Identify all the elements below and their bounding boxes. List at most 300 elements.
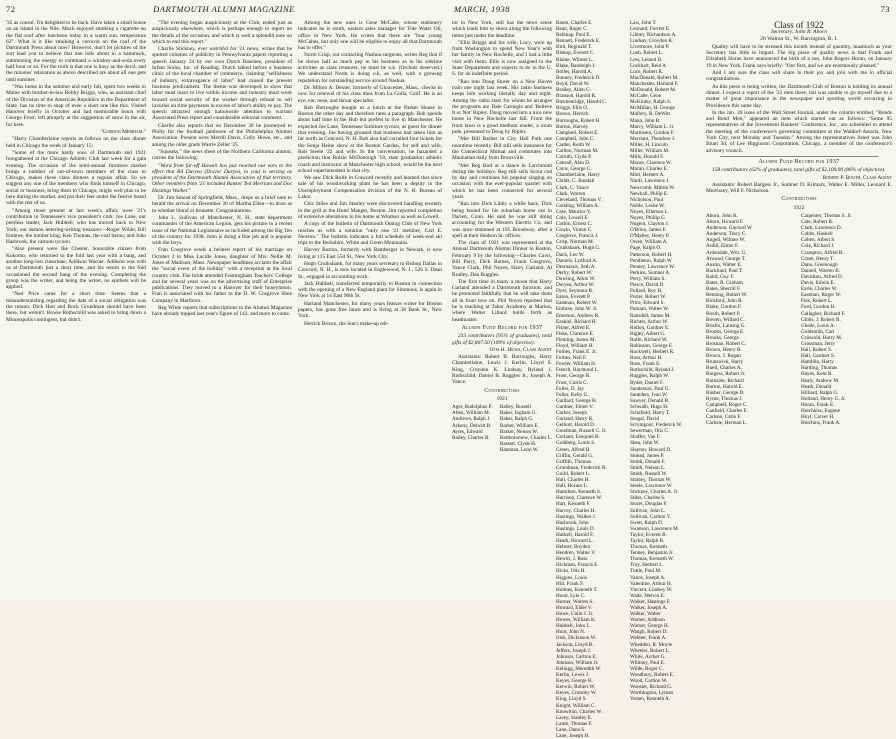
contributor-name: Andrews, Ralph J. <box>452 416 491 423</box>
contributor-name: Webber, Frank A. <box>630 635 667 642</box>
contributor-name: Hamblin, Harry <box>801 359 834 366</box>
contributor-name: Buell, Charles A. <box>706 365 742 372</box>
contributor-name: Ezekiel, Richard H. <box>556 318 597 325</box>
contributor-name: Storer, Douglas F. <box>630 501 668 508</box>
paragraph: Dr. Milton A. Dexter, formerly of Gloucester, Mass., checks in now for renewal of his class dues from La Golla, Calif. He is an eye, ear, nose, and throat specialist. <box>298 84 442 104</box>
contributor-name: Cate, Robert R. <box>801 219 834 226</box>
contributor-name: Clark, Warren <box>556 190 586 197</box>
contributor-name: Horner, Warren S. <box>556 598 594 605</box>
contributor-name: Lane, Dana S. <box>556 726 586 733</box>
contributor-name: Harrison, Clarence W. <box>556 495 603 502</box>
contributor-name: Ross, Frank E. <box>630 361 661 368</box>
contributor-name: Childs, C. Randall <box>556 178 595 185</box>
contributor-name: McDonald, Robert M. <box>630 87 677 94</box>
contributor-name: Hamilton, Kenneth S. <box>556 489 602 496</box>
contributor-name: Healy, Andrew M. <box>801 377 840 384</box>
contributor-name: Kellogg, Meredith W. <box>556 665 602 672</box>
contributor-name: Lacey, Stanley E. <box>556 714 593 721</box>
contributor-name: Kerlin, Lewis J. <box>556 672 590 679</box>
contributor-name: Crane, Henry T. <box>801 255 835 262</box>
contributor-name: Carruth, Clyde P. <box>556 154 592 161</box>
contributor-name: Carder, Keith W. <box>556 141 591 148</box>
contributor-name: Grossman, Jerry <box>801 340 835 347</box>
contributor-name: Perry, William S. <box>630 275 666 282</box>
paragraph: And I am sure the class will share in their joy and join with me in official congratulations. <box>706 70 892 83</box>
contributor-name: Atwood, George T. <box>706 255 746 262</box>
paragraph: Among the new ones is Gene McCabe, whose stationery indicates he is south, eastern sales manager for Tide Water Oil, office in New York. He writes that there are "four young McCabes, but only one will be eligible to enjoy all that Dartmouth has to offer." <box>298 20 442 52</box>
contributor-name: Branson, Harold R. <box>556 93 597 100</box>
contributor-name: Richter, Arthur W. <box>630 318 669 325</box>
contributor-name: Baker, Ingham G. <box>499 410 537 417</box>
contributor-name: Hotchkiss, Eugene <box>801 408 840 415</box>
contributor-name: Stickney, Charles A. Jr. <box>630 489 679 496</box>
contributor-name: Tuttle, Paul M. <box>630 568 662 575</box>
contributor-name: Chamberlaine, Harry <box>556 172 600 179</box>
contributor-name: Allen, William M. <box>452 410 491 417</box>
contributor-name: Embree, John W. Jr. <box>556 306 598 313</box>
contributor-name: Ayres, Edward <box>452 428 483 435</box>
contributor-name: Baum, Charles E. <box>556 20 593 26</box>
contributor-name: Vincent, Lindsey W. <box>630 586 673 593</box>
contributor-name: Desmarais, Seth A. <box>556 263 596 270</box>
paragraph: Bob Burroughs bought us a lunch at the Parker House in Boston the other day and therefore rates a paragraph. Bob spends about half time in the Hub but prefers to live in Manchester. He expected Joe Lane, Tennessee furniture tycoon, as guest for dinner that evening. Joe having groused that business had taken him as far north as Concord, N. H. Bob also had corralled four tickets for the Sonja Heine show at the Boston Garden, for self and wife, Bob Steele '22 and wife. In the conversation, he hazarded a prediction that Rulzie McDonough '18, state graduation athletic coach and instructor at Manchester high school, would be the next school superintendent in that city. <box>298 104 442 174</box>
contributor-name: Cohen, Albert S. <box>801 237 836 244</box>
contributor-name: Bates, Sherrill F. <box>706 286 741 293</box>
contributor-name: Horan, Frank E. <box>801 401 835 408</box>
contributor-name: Brown, J. Rogan <box>706 353 741 360</box>
contributor-name: Gallagher, Richard F. <box>801 310 846 317</box>
paragraph: "Harry Chamberlaine reports as follows on the class dinner held in Chicago the week of January 15: <box>6 136 146 149</box>
contributor-name: Cowin, Vinton C. <box>556 227 593 234</box>
contributor-name: Fowler, William H. <box>556 361 597 368</box>
contributor-name: Bowen, Willard C. <box>706 316 745 323</box>
contributor-name: Hall, Gardner S. <box>801 353 835 360</box>
paragraph: '35 as consul, I'm delighted to be back. Have taken a small house on an island in the Nile. Much enjoyed smoking a cigarette on the flat roof after luncheon today in a warm sun, temperature 63°. What is it like smoking a corncob on the roof of the Dartmouth Press about now? However, don't let pictures of the sort lead you to believe that one lolls about in a hammock, summoning the energy to command a whiskey-and-soda every half hour or so. For the truth is that one is busy as the devil; and the minutes' relaxation as above described are about all one gets until summer. <box>6 20 146 83</box>
contributor-name: Vance, Joseph A. <box>630 574 666 581</box>
contributor-name: McMillan, H. George <box>630 105 675 112</box>
contributor-name: Brislin, Lansing G. <box>706 322 746 329</box>
contributor-name: Merriam, Theodore J. <box>630 135 676 142</box>
contributor-name: Warner, Addison <box>630 617 665 624</box>
paragraph: Reg Wilde reports that subscriptions to the Alumni Magazine have already topped last year's figure of 142, and more to come. <box>152 305 292 318</box>
contributor-name: Hood, Lyle C. <box>556 592 586 599</box>
contributor-name: Valentine, Arthur H. <box>630 580 673 587</box>
fund-summary: 233 contributors (95% of graduates), total gifts of $2,807.50 (109% of objective). <box>452 333 552 346</box>
contributor-name: Saunders, Ivan W. <box>630 391 668 398</box>
contributor-name: Higgins, Louis <box>556 574 587 581</box>
contributor-name: Brooks, George E. <box>706 328 745 335</box>
contributor-name: Irish, Dickinson W. <box>556 635 597 642</box>
contributor-name: Smith, Russell W. <box>630 470 668 477</box>
contributor-name: Ager, Rudolphus P. <box>452 404 493 411</box>
running-title: DARTMOUTH ALUMNI MAGAZINE <box>153 4 295 14</box>
contributor-name: Brooks, George <box>706 334 739 341</box>
contributor-name: Bolles, Harold A. <box>556 68 593 75</box>
contributors-heading: Contributors <box>484 387 520 394</box>
left-page-header <box>6 4 442 16</box>
contributor-name: Miller, William M. <box>630 147 670 154</box>
contributor-name: Gorham, Ezequiel B. <box>556 434 600 441</box>
contributor-name: Busher, George D. <box>706 389 745 396</box>
class-agent: Otis H. Hicks, Class Agent <box>489 346 552 353</box>
contributor-name: Clark, C. Vance <box>556 184 589 191</box>
contributor-name: Libbey, Richardson A. <box>630 32 677 39</box>
contributor-name: McKinley, Ralph S. <box>630 99 672 106</box>
contributor-name: Hastings, Louis D. <box>556 525 595 532</box>
contributor-name: Owen, William A. <box>630 239 668 246</box>
contributor-name: Schwalb, Hugo H. <box>630 403 669 410</box>
contributor-name: Bailey, Charles R. <box>452 434 490 441</box>
right-page-header <box>454 4 890 16</box>
contributor-name: Garber, Joseph <box>556 410 587 416</box>
contributor-name: Low, Leland D. <box>630 56 663 63</box>
paragraph: "Was home in the summer and early fall, spent two weeks in Maine with brother-in-law Bobby Briggs, who, as assistant chief of the Division of the American Republics in the Department of State, has no time to snap of even a short one like this. Visited Hanover briefly in October and had memorable hours with George Frost; left abruptly at the suggestion of snow in the air, for here. <box>6 83 146 128</box>
page-number: 73 <box>880 4 890 14</box>
right-column-2-names <box>556 20 626 739</box>
contributor-name: Rockwell, Herbert R. <box>630 349 675 356</box>
contributor-name: Nugent, Clayton J. <box>630 221 669 228</box>
contributor-name: Rolfe, Richard W. <box>630 336 668 343</box>
contributor-name: Schofield, Harry T. <box>630 410 670 416</box>
contributor-name: Bean, Roger C. <box>556 26 588 33</box>
contributor-name: Burgess, Robert Jr. <box>706 371 746 378</box>
contributor-name: Barber, William E. <box>499 422 539 429</box>
contributor-name: Troy, Herbert L. <box>630 562 664 569</box>
contributor-name: Burton, Harvey <box>556 123 589 130</box>
fund-assistants: Assistants: Robert Burgess Jr., Sumner D. Kilmarx, Walter E. Miller, Leonard E. Morrissey, Will F. Nicholson. <box>706 181 892 195</box>
contributor-name: Ross, Arthur H. <box>630 355 663 362</box>
contributor-name: Miller, H. Lincoln <box>630 141 668 148</box>
right-column-3-names <box>630 20 702 703</box>
contributor-name: Steele, Lawrence W. <box>630 483 673 490</box>
paragraph: The class of 1921 was represented at the Annual Dartmouth Alumni Dinner in Boston, February 9 by the following—Charles Cavis, Bill Perry, Dick Barnes, Frank Cosgrove, Vance Clark, Phil Noyes, Harry Garland, Al Brailey, Dan Ruggles. <box>452 240 552 278</box>
contributor-name: Hasbrook, John <box>556 519 589 526</box>
contributor-name: Bishop, Everett C. <box>556 50 595 57</box>
paragraph: Quality will have to be stressed this month instead of quantity, inasmuch as your Secretary has little to impart. The big piece of quality news is that Frank and Elizabeth Horan have announced the birth of a son, John Rogers Horan, on January 19 in New York. Frank says briefly: "Our first, and we are enormously pleased." <box>706 43 892 69</box>
contributor-name: Leonard, Forrest E. <box>630 26 671 33</box>
contributor-name: Nardi, Lawrence J. <box>630 178 670 185</box>
paragraph: "Word from far-off Hawaii has just reached our ears to the effect that Bil Duryea (Doctor Duryea, to you) is serving as president of the Dartmouth Alumni Association of that territory. Other members from '21 included Banker Ted Merriam and Doc Hastings Walker." <box>152 162 292 194</box>
contributor-name: Briggs, Ellis O. <box>556 105 589 112</box>
contributor-name: Emerson, Andrew R. <box>556 312 600 319</box>
class-title: Class of 1922 <box>774 20 824 30</box>
contributors-year: 1921 <box>496 395 508 402</box>
contributor-name: Fisk, Robert L. <box>801 298 833 305</box>
contributor-name: Newhall, Philip E. <box>630 190 669 197</box>
contributor-name: Ransdell, James M. <box>630 312 671 319</box>
class-agent: Robert P. Booth, Class Agent <box>822 174 892 181</box>
paragraph: Charlie also reports that on December 30 he journeyed to Philly for the football jamboree of the Philadelphia Alumni Association. Present were Merrill Davis, Colly Howe, etc., and among the older grads Warrie Zeller '25. <box>152 122 292 148</box>
contributor-name: Rothschild, Ryland J. <box>630 367 675 374</box>
contributor-name: Derby, Robert W. <box>556 269 593 276</box>
contributor-name: Porter, Robert W. <box>630 294 667 301</box>
paragraph: Harvey Burton, formerly with Bamberger in Newark, is now living at 115 East 55d St., New York City. <box>298 247 442 260</box>
paragraph: Fran Cosgrove sends a belated report of his marriage on October 2 to Miss Lucille Jones, daughter of Mrs. Nellie M. Jones of Madison, Mass. Newspaper headlines acclaim the affair the "social event of the holiday" with a reception at the local country club. The bride attended Framingham Teachers' College and for several years was on the advertising staff of Enterprise publications. They moved to a Hanover for their honeymoon. Fran is associated with his father in the D. W. Cosgrove Shoe Company in Marlboro. <box>152 247 292 304</box>
contributor-name: Taylor, Everett B. <box>630 531 667 538</box>
contributor-name: Hubbell, John L. <box>556 623 591 630</box>
contributor-name: Thomas, Kenneth <box>630 544 667 551</box>
contributor-name: Page, Ralph O. <box>630 245 662 252</box>
page-number: 72 <box>6 4 16 14</box>
contributor-name: Frost, Curtis C. <box>556 379 588 386</box>
contributor-name: Livermore, John P. <box>630 44 670 51</box>
contributor-name: Luce, Robert R. <box>630 68 664 75</box>
paragraph: "Ned Price came for a short time. Seems that a misunderstanding regarding the date of a social obligation was the reason. Dick Hart and Rock Grundman should have been there, but weren't. Rowie Rothschild was asked to bring down a Minneapolis contingent, but didn't. <box>6 291 146 323</box>
contributor-name: Eastman, Roger W. <box>801 292 842 299</box>
contributor-name: Corbin, Ernest C. <box>556 221 593 228</box>
paragraph: Chic Stiles and Jim Stanley were discovered handling recently in the grill at the Hotel Manger, Boston. Jim reported completion of extensive alterations in his home at Windsor as well as Lowell. <box>298 201 442 220</box>
contributors-col-a <box>452 404 496 453</box>
contributor-name: Stanley, Thomas W. <box>630 477 672 484</box>
contributor-name: Robinson, George F. <box>630 342 673 349</box>
contributor-name: Haskell, Harold F. <box>556 531 594 538</box>
contributor-name: Hewitt, J. Ross <box>556 556 588 563</box>
secretary-address: 26 Walnut St., W. Barrington, R. I. <box>760 35 838 42</box>
contributor-name: Mallory, R. DeWitt <box>630 111 671 118</box>
contributor-name: Scrymgour, Frederick W. <box>630 422 683 429</box>
contributor-name: Austin, Walter E. <box>706 261 742 268</box>
contributor-name: Dana, Greenough <box>801 261 838 268</box>
contributor-name: Blake, Randolph J. <box>556 62 596 69</box>
contributor-name: Baird, Guy F. <box>706 273 735 280</box>
contributor-name: Goldsmith, Carl <box>801 328 835 335</box>
contributor-name: Blaine, Wilmot L. <box>556 56 594 63</box>
contributor-name: Whedden, R. Moyle <box>630 641 673 648</box>
contributor-name: Anderson, Gaylord W. <box>706 225 753 232</box>
left-page <box>0 0 449 600</box>
contributor-name: Rigley, Albert G. <box>630 330 666 337</box>
contributor-name: Hutchins, Frank A. <box>801 420 841 427</box>
paragraph: Norm Crisp, out contacting Nashua surgeons, writes Reg that if he shows half as much pep in his business as in his sideline activities as class treasurer, he must be o.k. (Orchids deserved.) We understand Norm is doing o.k. as well, with a growing reputation for outstanding service around Nashua. <box>298 52 442 84</box>
contributor-name: Putnam, Walter W. <box>630 306 669 313</box>
contributor-name: Ryder, Daniel F. <box>630 379 664 386</box>
contributor-name: Davidson, Alfred D. <box>801 273 844 280</box>
contributor-name: Fiske, Clarence E. <box>556 330 595 337</box>
contributor-name: Newcomb, Milton W. <box>630 184 675 191</box>
contributor-name: Brunswick, Harry <box>706 359 744 366</box>
paragraph: Hugh Cruikshank, for many years secretary to Bishop Dallas in Concord, N. H., is now located in Englewood, N. J., 526 S. Dean St., engaged in accounting work. <box>298 260 442 280</box>
contributor-name: Knowlton, Charles W. <box>556 708 603 715</box>
contributors-col-a <box>706 213 797 426</box>
paragraph: "Squeaks," the news sheet of the Northern California alumni, carries the following: <box>152 148 292 162</box>
contributor-name: Hayes, Kent R. <box>801 371 833 378</box>
contributor-name: Cole, Lowell E. <box>556 215 589 221</box>
contributor-name: Dack, Leo W. <box>556 251 585 258</box>
contributors-list <box>452 404 552 453</box>
contributor-name: Green, Alfred B. <box>556 446 591 453</box>
contributor-name: Wood, Carlton W. <box>630 678 668 685</box>
contributor-name: Codding, William A. <box>556 202 600 209</box>
contributor-name: Griffin, Gerald G. <box>556 452 594 459</box>
contributor-name: Fuller, Kelly G. <box>556 391 589 398</box>
contributor-name: Breckenridge, Harold C. <box>556 99 607 106</box>
contributor-name: Price, Edward S. <box>630 300 665 307</box>
contributor-name: Ardendale, Wm. G. <box>706 249 747 256</box>
contributor-name: Cole, Richard J. <box>801 243 835 250</box>
contributor-name: Eastman, Robert W. <box>556 300 598 307</box>
contributor-name: Wilde, Roger C. <box>630 665 664 672</box>
contributor-name: Mann, John R. <box>630 117 661 124</box>
contributor-name: Daniels, Lydford A. <box>556 257 598 264</box>
paragraph: "Ran into Doug Storer on a New Haven train one night last week. His radio business keeps him working literally day and night. Among the radio stars for whom he arranges the programs are Dale Carnegie and 'Believe It or Not' Ripley. Doug moved into a nice new home in New Rochelle last fall. From the front lawn is a good medium reader, a room pole, presented to Doug by Ripley. <box>452 78 552 136</box>
contributor-name: Noyes, Ellerson L. <box>630 208 669 215</box>
contributor-name: Penney, Lawrence W. <box>630 263 675 270</box>
contributor-name: Burroughs, Robert B. <box>556 117 601 124</box>
contributor-name: Knight, William C. <box>556 702 596 709</box>
paragraph: A copy of the bulletin of Dartmouth Outing Club of New York reaches us with a notation "only one '21 member, Carl E. Newton." The bulletin indicates a full schedule of week-end ski trips to the Berkshire, White and Green Mountains. <box>298 221 442 247</box>
contributor-name: King, Lloyd S. <box>556 696 587 703</box>
contributors-col-b <box>500 404 552 453</box>
contributor-name: French, Raymond L. <box>556 367 599 374</box>
contributor-name: Hall, Horace L. <box>556 483 589 490</box>
contributor-name: Hendren, Walter V. <box>556 550 596 557</box>
contributor-name: Griffith, Thomas <box>556 458 591 465</box>
contributor-name: Burton, Harold E. <box>706 383 744 390</box>
paragraph: "Ran into Dick Libby a while back, Dick being bound for his suburban home out in Darien, Conn. He said he was still doing accounting for the Western Electric Co. and was once stationed at 195 Broadway, after a spell at their Hudson St. offices. <box>452 201 552 239</box>
contributor-name: White, Archer G. <box>630 653 666 660</box>
contributor-name: Jackson, Lloyd B. <box>556 641 594 648</box>
contributor-name: Carlton, Norman M. <box>556 147 599 154</box>
contributor-name: Grundman, Frederick R. <box>556 464 607 471</box>
contributor-name: Hall, Charles H. <box>556 477 590 484</box>
contributor-name: McCabe, Gene <box>630 93 662 100</box>
contributor-name: Moran, Charles E. <box>630 166 669 173</box>
contributor-name: Pollard, Roy H. <box>630 288 663 295</box>
contributor-name: Bickford, John R. <box>706 298 743 305</box>
contributor-name: Aborn, Howard F. <box>706 219 744 226</box>
left-column-2 <box>152 20 292 596</box>
contributor-name: Cattrall, Alan D. <box>556 160 591 167</box>
contributor-name: Perkins, Sumner A. <box>630 269 671 276</box>
paragraph: "Met Reg Bird at a dance in Larchmont during the holidays. Reg still sells Scout cod by day and continues his popular singing on occasion with the ever-popular quartet with which he has been connected for several years. <box>452 162 552 201</box>
fund-summary: 158 contributors (62% of graduates), total gifts of $2,109.00 (86% of objective). <box>712 167 886 174</box>
fund-heading: Alumni Fund Record for 1937 <box>461 324 543 331</box>
contributor-name: Byrne, Thomas J. <box>706 395 743 402</box>
contributor-name: Cole, Maurice Y. <box>556 208 592 215</box>
contributors-year: 1922 <box>793 204 805 211</box>
contributor-name: Lockhart, Reid A. <box>630 62 668 69</box>
contributor-name: Mott, Herbert A. <box>630 172 665 179</box>
contributor-name: Whitney, Paul E. <box>630 659 666 666</box>
contributor-name: Dowling, Alton W. <box>556 275 596 282</box>
contributor-name: Harding, Thomas <box>801 365 838 372</box>
contributor-name: Ghede, Louis A. <box>801 322 836 329</box>
contributor-name: Ridlon, Gardner E. <box>630 324 670 331</box>
contributor-name: Floyd, William H. <box>556 342 594 349</box>
contributor-name: Daniell, Warren B. <box>801 267 840 274</box>
contributor-name: Yesten, Kenneth A. <box>630 696 671 703</box>
paragraph: "Some of the more hardy sons of Dartmouth and 1921 foregathered at the Chicago Athletic Club last week for a gala evening. The occasion of the semi-annual furniture market brings a number of out-of-town members of the class to Chicago, makes these class dinners a regular affair. So we suggest any one of the members who finds himself in Chicago, social or business, bring them to Chicago, might well plan to be here during the market, and put their feet under the festive board with the rest of us. <box>6 149 146 207</box>
contributor-name: Bates, R. Graham <box>706 280 743 287</box>
contributor-name: Campbell, Roger C. <box>706 401 748 408</box>
contributors-list <box>706 213 892 426</box>
contributor-name: Bassett, Clyde H. <box>499 440 537 447</box>
contributor-name: Ardill, Elmer F. <box>706 243 739 250</box>
contributor-name: Hall, Robert S. <box>801 347 833 354</box>
contributor-name: Burnside, Richard <box>706 377 744 384</box>
paragraph: "The evening began auspiciously at the Club, ended just as auspiciously elsewhere, which is perhaps enough to report on the details of the occasion, and which is well a splendid note on which to end this report." <box>152 20 292 45</box>
contributor-name: Dyer, Seymour R. <box>556 288 594 295</box>
contributor-name: Carlson, Carlo F. <box>706 414 742 421</box>
secretary-line: Secretary, John R. Aborn <box>770 29 828 36</box>
contributor-name: Hilliard, Ralph G. <box>801 389 839 396</box>
contributor-name: Moore, Clarence W. <box>630 160 672 167</box>
paragraph: Harland Manchester, for many years feature writer for Boston papers, has gone free lance and is living at 38 Bank St., New York. <box>298 300 442 320</box>
paragraph: "Also present were Ike Chester, honorable citizen from Kokomo, who returned to the fold last year with a bang, and another long-lost classmate, Addison Warner. Addison was with us at Dartmouth just a short time, and his return to the fold occasioned the second bang of the evening. Completing the group was the writer, and being the writer, no epithets will be applied. <box>6 246 146 291</box>
contributor-name: Heath, Howard L. <box>556 537 594 544</box>
contributor-name: Holmes, Kenneth T. <box>556 586 598 593</box>
contributor-name: Noble, Leslie W. <box>630 202 665 209</box>
contributor-name: Belknap, Paul E. <box>556 32 591 39</box>
contributor-name: Seagal, David <box>630 416 660 423</box>
contributor-name: Griswold, Harry M. <box>801 334 843 341</box>
contributor-name: Hicks, Otis H. <box>556 568 586 575</box>
contributor-name: Guild, Robert L. <box>556 470 591 477</box>
contributor-name: Blake, Gordon F. <box>706 304 742 311</box>
contributor-name: Marcy, William L. Jr. <box>630 123 675 130</box>
contributor-name: Hill, Frank F. <box>556 580 584 587</box>
contributor-name: Bartholomew, Charles L. <box>499 434 552 441</box>
contributor-name: O'Brien, James F. <box>630 227 667 234</box>
contributor-name: Campbell, Robert E. <box>556 129 599 136</box>
contributor-name: Keyes, Crossley W. <box>556 690 597 697</box>
paragraph: tor in New York, still has the news sense which leads him to shoot along the following items just under the deadline: <box>452 20 552 39</box>
running-title: MARCH, 1938 <box>454 4 511 14</box>
contributor-name: Martinsen, Gordon F. <box>630 129 675 136</box>
contributor-name: Aborn, John R. <box>706 213 738 220</box>
contributor-name: Sawyer, Donald B. <box>630 397 670 404</box>
left-column-3 <box>298 20 442 596</box>
contributor-name: Davis, Edwin E. <box>801 280 836 287</box>
contributor-name: Worthington, Lyman <box>630 690 674 697</box>
contributor-name: Woodbury, Robert E. <box>630 672 674 679</box>
left-column-1 <box>6 20 146 596</box>
paragraph: We saw Dick Rolfe in Concord recently and learned that since sale of his woodworking plant he has been a deputy in the Unemployment Compensation division of the N. H. Bureau of Labor. <box>298 175 442 201</box>
contributor-name: Wheeler, Robert L. <box>630 647 670 654</box>
contributor-name: Lindsay, Croydon K. <box>630 38 674 45</box>
contributor-name: Fuller, D. Jay <box>556 385 585 392</box>
paragraph: In the Jan. 20 issue of the Wall Street Journal, under the column entitled, "Bonds and Bond Men," appeared an item which started out as follows: "Some 95 representatives of the Investment Bankers' Conference, Inc., are scheduled to attend the meeting of the conference's governing committee at the Waldorf-Astoria, New York City, next Monday and Tuesday." Among the representatives listed was John Blunt 3d, of Lee Higginson Corporation, Chicago, a member of the conference's advisory council. <box>706 109 892 154</box>
contributor-name: Hickman, Francis E. <box>556 562 599 569</box>
contributor-name: O'Malley, Henry P. <box>630 233 670 240</box>
contributor-name: Johnson, William Jr. <box>556 659 599 666</box>
divider <box>720 156 878 157</box>
contributor-name: Baker, Ralph G. <box>499 416 534 423</box>
contributor-name: Brown, Henry B. <box>706 347 742 354</box>
contributor-name: Goldberg, Louis S. <box>556 440 596 447</box>
contributor-name: Frost, George R. <box>556 373 591 380</box>
contributor-name: Fleming, Justus M. <box>556 336 596 343</box>
contributor-name: Forbes, Frank E. Jr. <box>556 349 597 356</box>
contributor-name: Earle, Charles W. <box>801 286 838 293</box>
contributor-name: Sullivan, Carlton V. <box>630 513 672 520</box>
paragraph: "Ellis Briggs and his wife, Lucy, were up from Washington to spend New Year's with her family in New Rochelle, and I had a little visit with them. Ellis is now assigned to the State Department and expects to be in the U. S. for an indefinite period. <box>452 39 552 78</box>
contributor-name: Taylor, Ralph B. <box>630 537 665 544</box>
contributor-name: Cosgrove, Francis J. <box>556 233 599 240</box>
contributor-name: Brailey, Allen G. <box>556 87 592 94</box>
contributor-name: Goodman, Russell C. Jr. <box>556 428 607 435</box>
contributor-name: Hunt, John N. <box>556 629 586 636</box>
contributor-name: Bailey, Russell <box>499 404 531 411</box>
contributor-name: Sewerman, Otis C. <box>630 428 670 435</box>
contributor-name: Angell, Wilmer W. <box>706 237 746 244</box>
right-column-1 <box>452 20 552 596</box>
contributor-name: Howes, William K. <box>556 617 597 624</box>
contributor-name: Bateman, Leon W. <box>499 446 539 453</box>
paragraph: Herrick Brown, the Sun's make-up edi- <box>304 320 389 327</box>
contributor-name: Johnson, Carlton E. <box>556 653 597 660</box>
contributor-name: Ruggles, Ralph W. <box>630 373 669 380</box>
